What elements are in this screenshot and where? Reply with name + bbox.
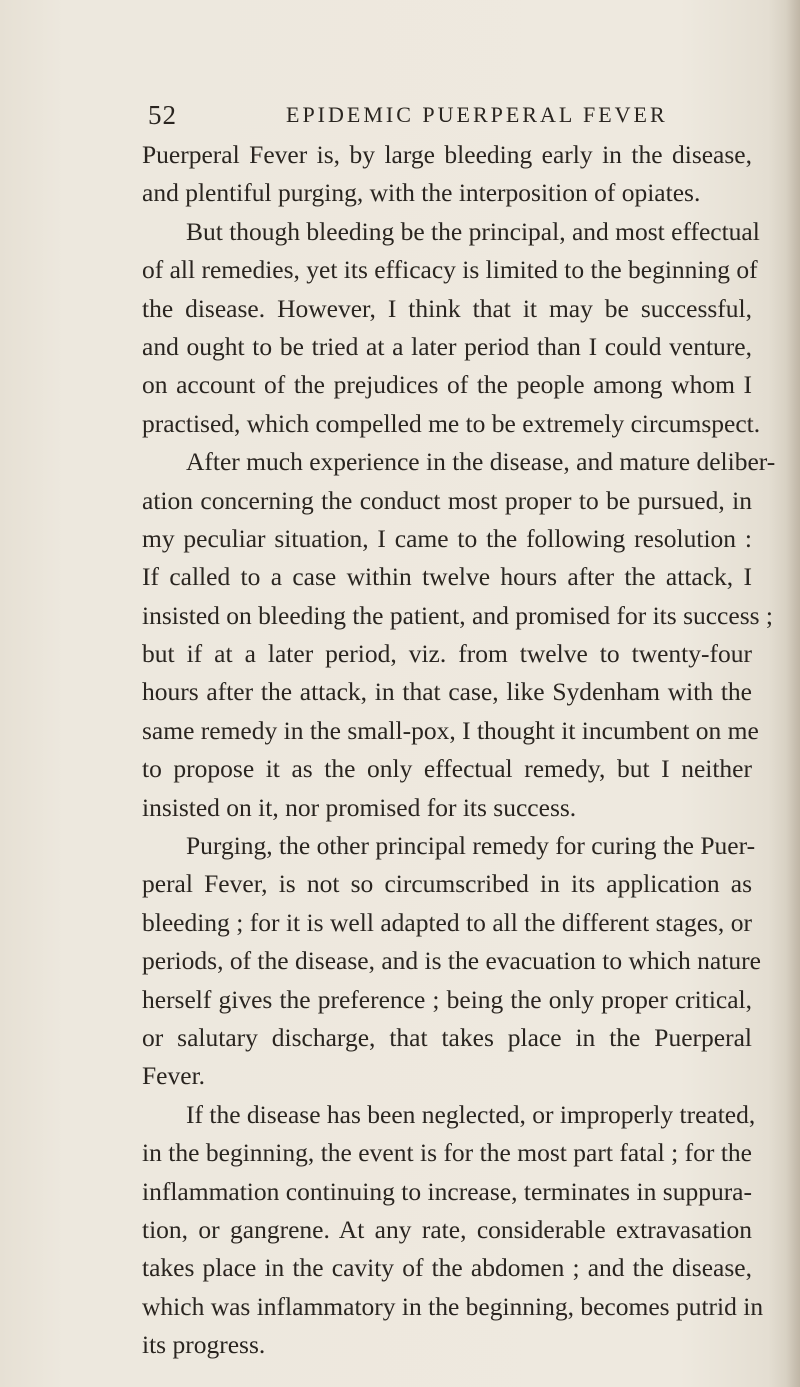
text-line: same remedy in the small-pox, I thought it incumbent on me	[142, 715, 759, 745]
text-line: but if at a later period, viz. from twelve to twenty-four	[142, 639, 752, 669]
text-line: hours after the attack, in that case, like Sydenham with the	[142, 677, 752, 707]
page-header	[148, 100, 748, 140]
text-line: herself gives the preference ; being the only proper critical,	[142, 984, 752, 1014]
text-line: its progress.	[142, 1330, 266, 1360]
text-line: bleeding ; for it is well adapted to all the different stages, or	[142, 907, 752, 937]
text-line: But though bleeding be the principal, and most effectual	[186, 216, 760, 246]
text-line: on account of the prejudices of the people among whom I	[142, 370, 752, 400]
text-line: my peculiar situation, I came to the following resolution :	[142, 523, 752, 553]
text-line: to propose it as the only effectual remedy, but I neither	[142, 754, 752, 784]
text-line: If called to a case within twelve hours after the attack, I	[142, 562, 752, 592]
text-line: which was inflammatory in the beginning, becomes putrid in	[142, 1291, 764, 1321]
text-line: the disease. However, I think that it may be successful,	[142, 293, 752, 323]
text-line: in the beginning, the event is for the most part fatal ; for the	[142, 1138, 752, 1168]
text-line: insisted on it, nor promised for its success.	[142, 792, 577, 822]
text-line: Fever.	[142, 1061, 206, 1091]
text-line: tion, or gangrene. At any rate, considerable extravasation	[142, 1214, 752, 1244]
text-line: Purging, the other principal remedy for curing the Puer-	[186, 831, 756, 861]
text-line: inflammation continuing to increase, terminates in suppura-	[142, 1176, 752, 1206]
text-line: insisted on bleeding the patient, and promised for its success ;	[142, 600, 774, 630]
page-number: 52	[148, 100, 177, 130]
body-text	[142, 136, 776, 1365]
text-line: Puerperal Fever is, by large bleeding early in the disease,	[142, 140, 752, 169]
text-line: or salutary discharge, that takes place in the Puerperal	[142, 1022, 752, 1052]
running-head: EPIDEMIC PUERPERAL FEVER	[286, 102, 668, 127]
text-line: If the disease has been neglected, or improperly treated,	[186, 1099, 756, 1129]
text-line: After much experience in the disease, and mature deliber-	[186, 447, 776, 477]
text-line: of all remedies, yet its efficacy is limited to the beginning of	[142, 255, 758, 285]
text-line: peral Fever, is not so circumscribed in its application as	[142, 869, 752, 899]
text-line: periods, of the disease, and is the evacuation to which nature	[142, 946, 761, 976]
page-edge-shadow	[786, 0, 800, 1387]
text-line: takes place in the cavity of the abdomen ; and the disease,	[142, 1253, 752, 1283]
text-line: and ought to be tried at a later period than I could venture,	[142, 331, 752, 361]
text-line: practised, which compelled me to be extremely circumspect.	[142, 408, 761, 438]
text-line: ation concerning the conduct most proper to be pursued, in	[142, 485, 752, 515]
text-line: and plentiful purging, with the interposition of opiates.	[142, 178, 701, 208]
